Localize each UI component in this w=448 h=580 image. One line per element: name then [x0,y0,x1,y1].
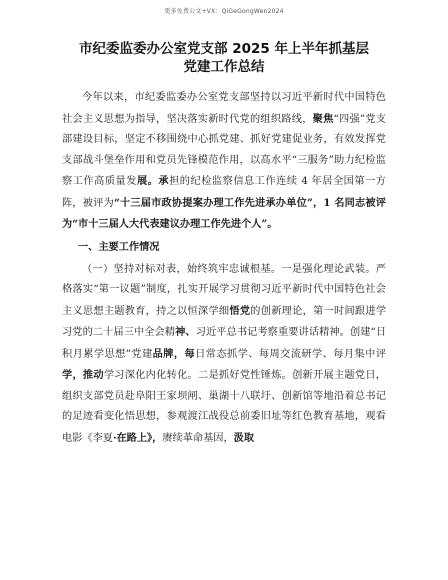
work-paragraph-1 [62,260,386,450]
title-line-1: 市纪委监委办公室党支部 2025 年上半年抓基层 [79,41,369,57]
para2-bold-3: 品牌，每 [152,347,196,360]
title-line-2: 党建工作总结 [183,59,265,75]
para2-bold-1: 悟党 [229,304,251,317]
para2-bold-2: 神、 [175,326,196,338]
intro-paragraph [62,88,386,236]
para2-bold-5: ·在路上》， [112,431,163,444]
section-heading-1: 一、主要工作情况 [78,241,160,253]
para2-text-2: 的创新理论，第一时间跟进学习党的二十届三中全会精 [62,305,387,338]
intro-text-2: “四强”党支部建设目标，坚定不移围绕中心抓党建、抓好党建促业务，有效发挥党支部战斗堡垒作用和党员先锋模范作用，以高水平“三服务”助力纪检监察工作高质量发 [62,113,386,187]
para2-text-6: 赓续革命基因， [162,432,234,444]
para2-bold-4: 学，推动 [62,369,104,381]
para2-text-3: 习近平总书记考察重要讲话精神。创建“日积月累学思想”党建 [62,327,387,360]
para2-bold-6: 汲取 [233,431,255,444]
document-title [62,40,386,76]
intro-bold-2: 展。承 [136,175,170,187]
intro-text-1: 今年以来，市纪委监委办公室党支部坚持以习近平新时代中国特色社会主义思想为指导，坚决落实新时代党的组织路线， [62,92,386,125]
watermark-text: 更多免费公文+VX：QiGeGongWen2024 [164,8,284,15]
para2-text-1: （一）坚持对标对表，始终筑牢忠诚根基。一是强化理论武装。严格落实“第一议题”制度，扎实开展学习贯彻习近平新时代中国特色社会主义思想主题教育，持之以恒深学细 [62,263,386,317]
intro-text-3: 担的纪检监察信息工作连续 4 年居全国第一方阵，被评为 [62,176,386,209]
para2-text-4: 日常态抓学、每周交流研学、每月集中评 [195,348,387,360]
document-page [62,40,386,449]
intro-bold-1: 聚焦 [312,112,334,125]
intro-bold-3: “十三届市政协提案办理工作先进承办单位”，1 名同志被评为“市十三届人大代表建议办理工作先进个人”。 [62,196,386,230]
para2-text-5: 学习深化内化转化。二是抓好党性锤炼。创新开展主题党日，组织支部党员赴阜阳王家坝闸、巢湖十八联圩、创新馆等地沿着总书记的足迹看变化悟思想，参观渡江战役总前委旧址等红色教育基地，观看电影《李夏 [62,370,386,444]
